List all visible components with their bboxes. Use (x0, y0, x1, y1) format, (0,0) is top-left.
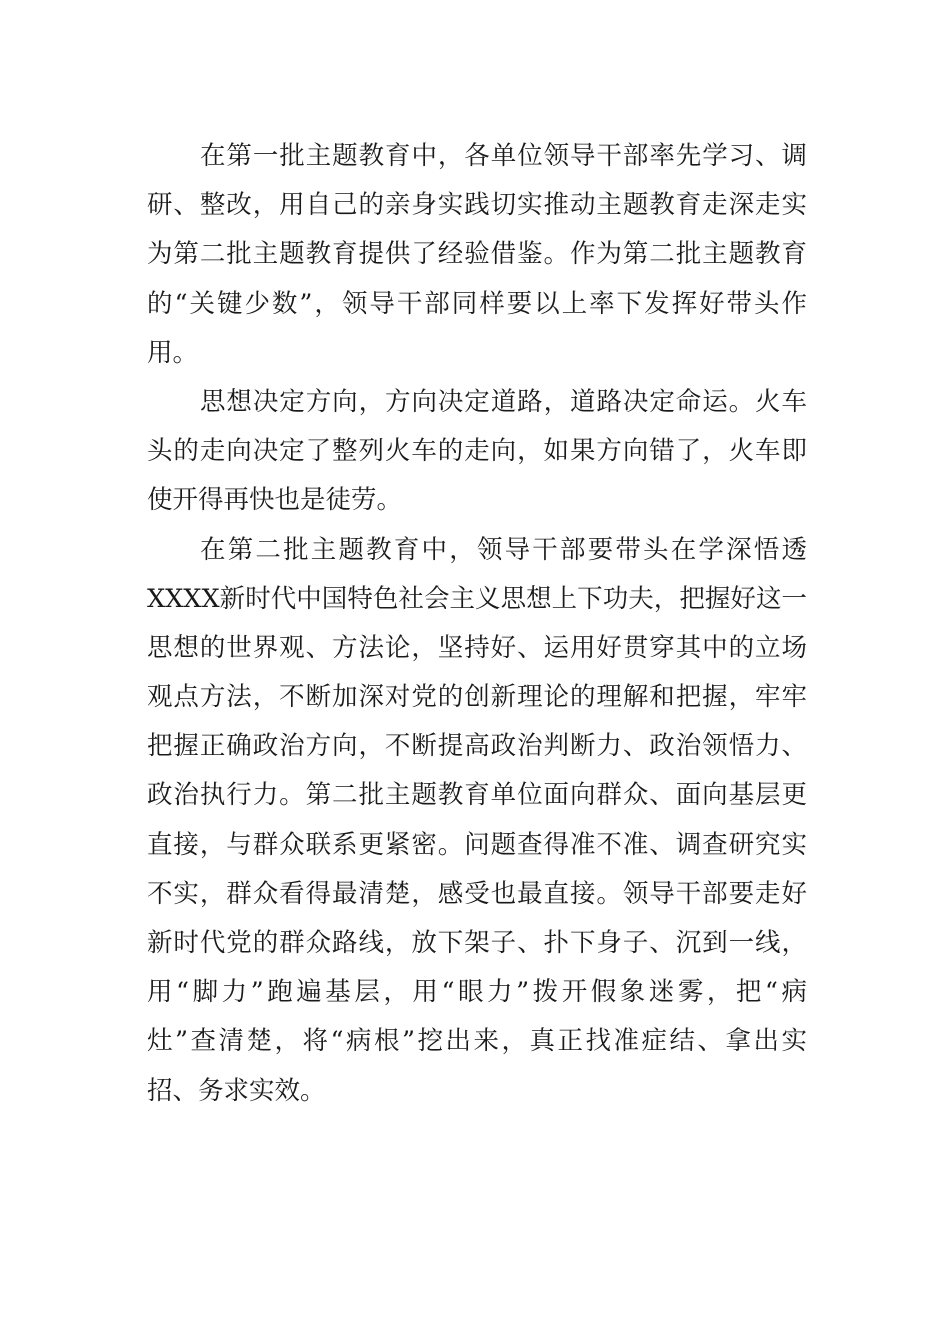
text-line: 直接，与群众联系更紧密。问题查得准不准、调查研究实 (147, 829, 807, 860)
text-line: 灶”查清楚，将“病根”挖出来，真正找准症结、拿出实 (147, 1026, 807, 1057)
text-line: 在第一批主题教育中，各单位领导干部率先学习、调 (200, 141, 807, 171)
text-line: 研、整改，用自己的亲身实践切实推动主题教育走深走实 (147, 190, 807, 221)
text-line: 招、务求实效。 (147, 1075, 326, 1106)
text-line: 不实，群众看得最清楚，感受也最直接。领导干部要走好 (147, 878, 807, 909)
text-line: 为第二批主题教育提供了经验借鉴。作为第二批主题教育 (147, 239, 807, 270)
text-line: 用“脚力”跑遍基层，用“眼力”拨开假象迷雾，把“病 (147, 977, 807, 1008)
paragraph-direction (147, 378, 807, 526)
text-line: 用。 (147, 337, 199, 368)
text-line: 头的走向决定了整列火车的走向，如果方向错了，火车即 (147, 436, 807, 467)
text-line: 思想的世界观、方法论，坚持好、运用好贯穿其中的立场 (147, 632, 807, 663)
paragraph-first-batch (147, 132, 807, 378)
text-line: 政治执行力。第二批主题教育单位面向群众、面向基层更 (147, 780, 807, 811)
text-line: 把握正确政治方向，不断提高政治判断力、政治领悟力、 (147, 731, 807, 762)
text-line: XXXX新时代中国特色社会主义思想上下功夫，把握好这一 (147, 583, 807, 614)
paragraph-second-batch (147, 526, 807, 1116)
text-line: 的“关键少数”，领导干部同样要以上率下发挥好带头作 (147, 288, 807, 319)
text-line: 观点方法，不断加深对党的创新理论的理解和把握，牢牢 (147, 682, 807, 713)
text-line: 新时代党的群众路线，放下架子、扑下身子、沉到一线， (147, 928, 807, 958)
text-line: 在第二批主题教育中，领导干部要带头在学深悟透 (200, 534, 807, 565)
text-line: 思想决定方向，方向决定道路，道路决定命运。火车 (200, 386, 807, 417)
text-line: 使开得再快也是徒劳。 (147, 485, 403, 516)
document-body (147, 132, 807, 1116)
